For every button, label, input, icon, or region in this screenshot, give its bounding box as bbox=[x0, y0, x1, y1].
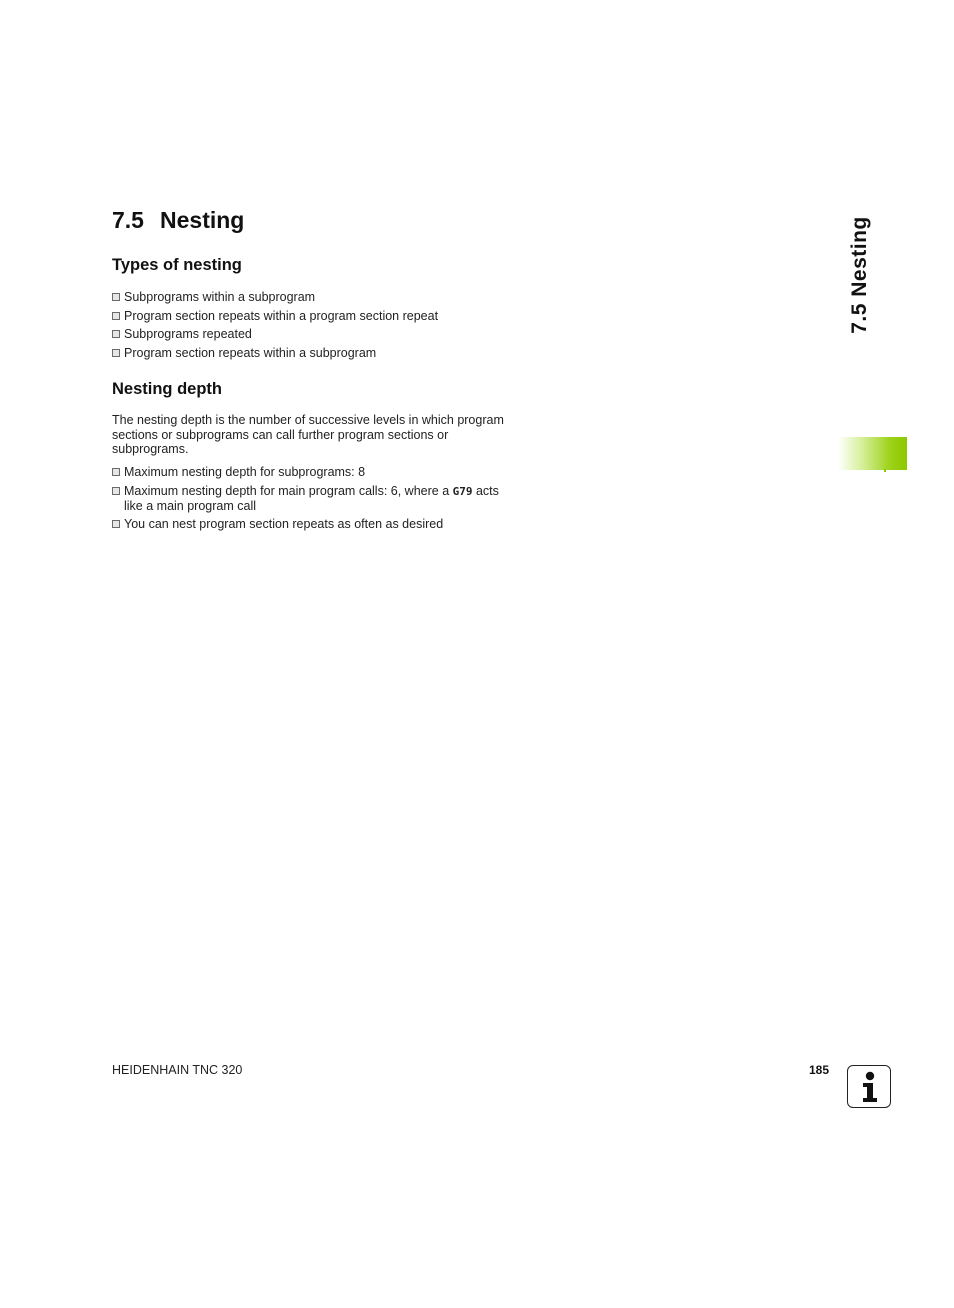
square-bullet-icon bbox=[112, 487, 120, 495]
types-of-nesting-heading: Types of nesting bbox=[112, 256, 242, 274]
section-title bbox=[112, 207, 244, 234]
section-number: 7.5 bbox=[112, 207, 144, 233]
square-bullet-icon bbox=[112, 293, 120, 301]
types-of-nesting-list bbox=[112, 290, 512, 360]
chapter-tab-marker bbox=[838, 437, 907, 470]
info-icon bbox=[847, 1065, 891, 1108]
list-item-text-part: acts like a main program call bbox=[124, 484, 499, 513]
side-tab-label-text: 7.5 Nesting bbox=[848, 216, 871, 334]
side-tab-label bbox=[840, 215, 880, 335]
square-bullet-icon bbox=[112, 312, 120, 320]
square-bullet-icon bbox=[112, 468, 120, 476]
g-code: G79 bbox=[452, 485, 473, 498]
list-item bbox=[112, 517, 512, 531]
list-item bbox=[112, 309, 512, 323]
nesting-depth-heading: Nesting depth bbox=[112, 380, 222, 398]
chapter-tab-notch bbox=[884, 469, 886, 472]
square-bullet-icon bbox=[112, 520, 120, 528]
list-item bbox=[112, 327, 512, 341]
nesting-depth-list bbox=[112, 465, 512, 531]
square-bullet-icon bbox=[112, 349, 120, 357]
list-item bbox=[112, 290, 512, 304]
square-bullet-icon bbox=[112, 330, 120, 338]
list-item-text: Subprograms repeated bbox=[124, 327, 252, 341]
list-item-text bbox=[124, 484, 499, 513]
section-title-text: Nesting bbox=[160, 207, 245, 233]
list-item bbox=[112, 484, 512, 513]
footer-manual-title: HEIDENHAIN TNC 320 bbox=[112, 1063, 243, 1077]
list-item-text: You can nest program section repeats as often as desired bbox=[124, 517, 444, 531]
list-item-text: Program section repeats within a subprogram bbox=[124, 345, 377, 360]
list-item-text: Maximum nesting depth for subprograms: 8 bbox=[124, 465, 366, 479]
list-item-text-part: Maximum nesting depth for main program calls: 6, where a bbox=[124, 484, 453, 498]
nesting-depth-paragraph: The nesting depth is the number of successive levels in which program sections or subprograms can call further program sections or subprograms. bbox=[112, 413, 504, 456]
list-item bbox=[112, 465, 512, 479]
list-item-text: Subprograms within a subprogram bbox=[124, 290, 316, 304]
list-item bbox=[112, 346, 512, 360]
page-number: 185 bbox=[809, 1063, 830, 1077]
info-glyph bbox=[848, 1066, 892, 1109]
list-item-text: Program section repeats within a program section repeat bbox=[124, 308, 439, 323]
